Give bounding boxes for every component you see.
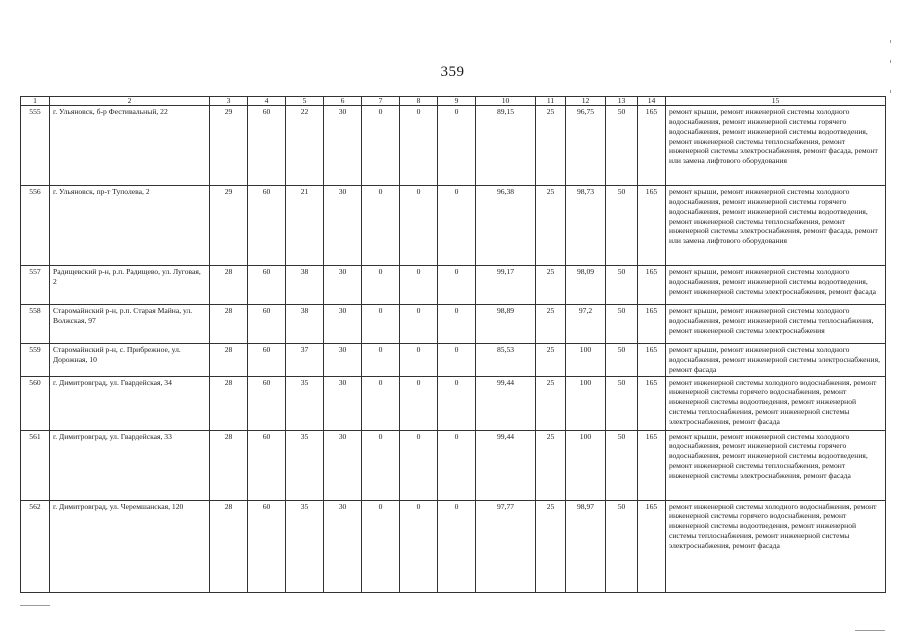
value-cell: 28 xyxy=(210,430,248,500)
value-cell: 50 xyxy=(606,344,638,377)
works-cell: ремонт крыши, ремонт инженерной системы холодного водоснабжения, ремонт инженерной системы теплоснабжения, ремонт инженерной системы электроснабжения xyxy=(666,305,886,344)
value-cell: 60 xyxy=(248,344,286,377)
value-cell: 25 xyxy=(536,430,566,500)
value-cell: 0 xyxy=(400,344,438,377)
scan-edge-mark xyxy=(855,630,885,631)
value-cell: 50 xyxy=(606,500,638,592)
works-cell: ремонт крыши, ремонт инженерной системы холодного водоснабжения, ремонт инженерной системы горячего водоснабжения, ремонт инженерной системы водоотведения, ремонт инженерной системы теплоснабжения, ремонт инженерной системы электроснабжения, ремонт фасада, ремонт или замена лифтового оборудования xyxy=(666,106,886,186)
value-cell: 60 xyxy=(248,376,286,430)
value-cell: 165 xyxy=(638,344,666,377)
value-cell: 0 xyxy=(400,186,438,266)
table-row xyxy=(21,376,886,430)
value-cell: 21 xyxy=(286,186,324,266)
column-header: 7 xyxy=(362,97,400,106)
value-cell: 0 xyxy=(362,430,400,500)
value-cell: 100 xyxy=(566,376,606,430)
value-cell: 0 xyxy=(362,376,400,430)
value-cell: 25 xyxy=(536,186,566,266)
value-cell: 100 xyxy=(566,344,606,377)
value-cell: 165 xyxy=(638,266,666,305)
value-cell: 0 xyxy=(438,106,476,186)
value-cell: 97,2 xyxy=(566,305,606,344)
value-cell: 165 xyxy=(638,376,666,430)
value-cell: 28 xyxy=(210,305,248,344)
value-cell: 60 xyxy=(248,186,286,266)
value-cell: 96,75 xyxy=(566,106,606,186)
address-cell: г. Димитровград, ул. Гвардейская, 34 xyxy=(50,376,210,430)
value-cell: 28 xyxy=(210,376,248,430)
value-cell: 98,97 xyxy=(566,500,606,592)
column-header: 5 xyxy=(286,97,324,106)
column-header: 3 xyxy=(210,97,248,106)
value-cell: 0 xyxy=(400,430,438,500)
value-cell: 28 xyxy=(210,266,248,305)
scan-edge-mark xyxy=(20,605,50,606)
value-cell: 29 xyxy=(210,186,248,266)
address-cell: Старомайнский р-н, р.п. Старая Майна, ул. Волжская, 97 xyxy=(50,305,210,344)
column-header: 9 xyxy=(438,97,476,106)
scan-edge-mark xyxy=(890,90,891,93)
table-row xyxy=(21,106,886,186)
value-cell: 165 xyxy=(638,430,666,500)
value-cell: 50 xyxy=(606,186,638,266)
value-cell: 60 xyxy=(248,430,286,500)
value-cell: 30 xyxy=(324,344,362,377)
row-number: 558 xyxy=(21,305,50,344)
value-cell: 165 xyxy=(638,106,666,186)
value-cell: 38 xyxy=(286,266,324,305)
value-cell: 0 xyxy=(362,266,400,305)
value-cell: 85,53 xyxy=(476,344,536,377)
row-number: 559 xyxy=(21,344,50,377)
value-cell: 98,09 xyxy=(566,266,606,305)
value-cell: 60 xyxy=(248,266,286,305)
value-cell: 0 xyxy=(438,186,476,266)
value-cell: 35 xyxy=(286,376,324,430)
table-row xyxy=(21,500,886,592)
value-cell: 25 xyxy=(536,500,566,592)
value-cell: 28 xyxy=(210,500,248,592)
value-cell: 0 xyxy=(400,305,438,344)
address-cell: Радищевский р-н, р.п. Радищево, ул. Луговая, 2 xyxy=(50,266,210,305)
row-number: 557 xyxy=(21,266,50,305)
value-cell: 0 xyxy=(438,344,476,377)
value-cell: 99,44 xyxy=(476,430,536,500)
page-number: 359 xyxy=(440,64,465,80)
column-number-row xyxy=(21,97,886,106)
value-cell: 25 xyxy=(536,305,566,344)
column-header: 8 xyxy=(400,97,438,106)
column-header: 13 xyxy=(606,97,638,106)
row-number: 560 xyxy=(21,376,50,430)
value-cell: 0 xyxy=(362,106,400,186)
row-number: 562 xyxy=(21,500,50,592)
value-cell: 0 xyxy=(400,266,438,305)
scan-edge-mark xyxy=(890,60,891,63)
column-header: 2 xyxy=(50,97,210,106)
value-cell: 50 xyxy=(606,305,638,344)
table-row xyxy=(21,305,886,344)
table-row xyxy=(21,266,886,305)
value-cell: 28 xyxy=(210,344,248,377)
column-header: 4 xyxy=(248,97,286,106)
value-cell: 30 xyxy=(324,106,362,186)
value-cell: 165 xyxy=(638,500,666,592)
column-header: 12 xyxy=(566,97,606,106)
value-cell: 22 xyxy=(286,106,324,186)
value-cell: 0 xyxy=(438,305,476,344)
value-cell: 99,44 xyxy=(476,376,536,430)
value-cell: 25 xyxy=(536,266,566,305)
value-cell: 0 xyxy=(438,500,476,592)
value-cell: 60 xyxy=(248,106,286,186)
value-cell: 30 xyxy=(324,186,362,266)
row-number: 556 xyxy=(21,186,50,266)
value-cell: 30 xyxy=(324,266,362,305)
value-cell: 35 xyxy=(286,500,324,592)
column-header: 10 xyxy=(476,97,536,106)
row-number: 555 xyxy=(21,106,50,186)
address-cell: г. Димитровград, ул. Черемшанская, 120 xyxy=(50,500,210,592)
value-cell: 0 xyxy=(438,266,476,305)
value-cell: 25 xyxy=(536,376,566,430)
value-cell: 0 xyxy=(362,186,400,266)
value-cell: 38 xyxy=(286,305,324,344)
works-cell: ремонт инженерной системы холодного водоснабжения, ремонт инженерной системы горячего водоснабжения, ремонт инженерной системы водоотведения, ремонт инженерной системы теплоснабжения, ремонт инженерной системы электроснабжения, ремонт фасада xyxy=(666,500,886,592)
column-header: 14 xyxy=(638,97,666,106)
value-cell: 0 xyxy=(362,500,400,592)
column-header: 15 xyxy=(666,97,886,106)
value-cell: 29 xyxy=(210,106,248,186)
value-cell: 100 xyxy=(566,430,606,500)
scan-edge-mark xyxy=(890,40,891,43)
row-number: 561 xyxy=(21,430,50,500)
repair-program-table xyxy=(20,96,886,593)
works-cell: ремонт крыши, ремонт инженерной системы холодного водоснабжения, ремонт инженерной системы электроснабжения, ремонт фасада xyxy=(666,344,886,377)
value-cell: 0 xyxy=(438,430,476,500)
value-cell: 0 xyxy=(400,106,438,186)
value-cell: 25 xyxy=(536,106,566,186)
address-cell: г. Ульяновск, б-р Фестивальный, 22 xyxy=(50,106,210,186)
works-cell: ремонт крыши, ремонт инженерной системы холодного водоснабжения, ремонт инженерной системы водоотведения, ремонт инженерной системы электроснабжения, ремонт фасада xyxy=(666,266,886,305)
value-cell: 0 xyxy=(362,344,400,377)
value-cell: 97,77 xyxy=(476,500,536,592)
value-cell: 98,89 xyxy=(476,305,536,344)
value-cell: 60 xyxy=(248,305,286,344)
column-header: 1 xyxy=(21,97,50,106)
table-row xyxy=(21,186,886,266)
column-header: 6 xyxy=(324,97,362,106)
value-cell: 0 xyxy=(362,305,400,344)
value-cell: 0 xyxy=(400,376,438,430)
value-cell: 30 xyxy=(324,500,362,592)
value-cell: 60 xyxy=(248,500,286,592)
value-cell: 0 xyxy=(400,500,438,592)
value-cell: 30 xyxy=(324,430,362,500)
value-cell: 98,73 xyxy=(566,186,606,266)
value-cell: 0 xyxy=(438,376,476,430)
works-cell: ремонт инженерной системы холодного водоснабжения, ремонт инженерной системы горячего водоснабжения, ремонт инженерной системы водоотведения, ремонт инженерной системы теплоснабжения, ремонт инженерной системы электроснабжения, ремонт фасада xyxy=(666,376,886,430)
value-cell: 30 xyxy=(324,305,362,344)
value-cell: 89,15 xyxy=(476,106,536,186)
address-cell: г. Ульяновск, пр-т Туполева, 2 xyxy=(50,186,210,266)
value-cell: 50 xyxy=(606,266,638,305)
value-cell: 96,38 xyxy=(476,186,536,266)
value-cell: 50 xyxy=(606,106,638,186)
value-cell: 25 xyxy=(536,344,566,377)
table-row xyxy=(21,430,886,500)
works-cell: ремонт крыши, ремонт инженерной системы холодного водоснабжения, ремонт инженерной системы горячего водоснабжения, ремонт инженерной системы водоотведения, ремонт инженерной системы теплоснабжения, ремонт инженерной системы электроснабжения, ремонт фасада xyxy=(666,430,886,500)
value-cell: 30 xyxy=(324,376,362,430)
address-cell: Старомайнский р-н, с. Прибрежное, ул. Дорожная, 10 xyxy=(50,344,210,377)
value-cell: 35 xyxy=(286,430,324,500)
table-row xyxy=(21,344,886,377)
value-cell: 50 xyxy=(606,430,638,500)
value-cell: 165 xyxy=(638,186,666,266)
value-cell: 99,17 xyxy=(476,266,536,305)
value-cell: 165 xyxy=(638,305,666,344)
address-cell: г. Димитровград, ул. Гвардейская, 33 xyxy=(50,430,210,500)
value-cell: 37 xyxy=(286,344,324,377)
column-header: 11 xyxy=(536,97,566,106)
works-cell: ремонт крыши, ремонт инженерной системы холодного водоснабжения, ремонт инженерной системы горячего водоснабжения, ремонт инженерной системы водоотведения, ремонт инженерной системы теплоснабжения, ремонт инженерной системы электроснабжения, ремонт фасада, ремонт или замена лифтового оборудования xyxy=(666,186,886,266)
value-cell: 50 xyxy=(606,376,638,430)
